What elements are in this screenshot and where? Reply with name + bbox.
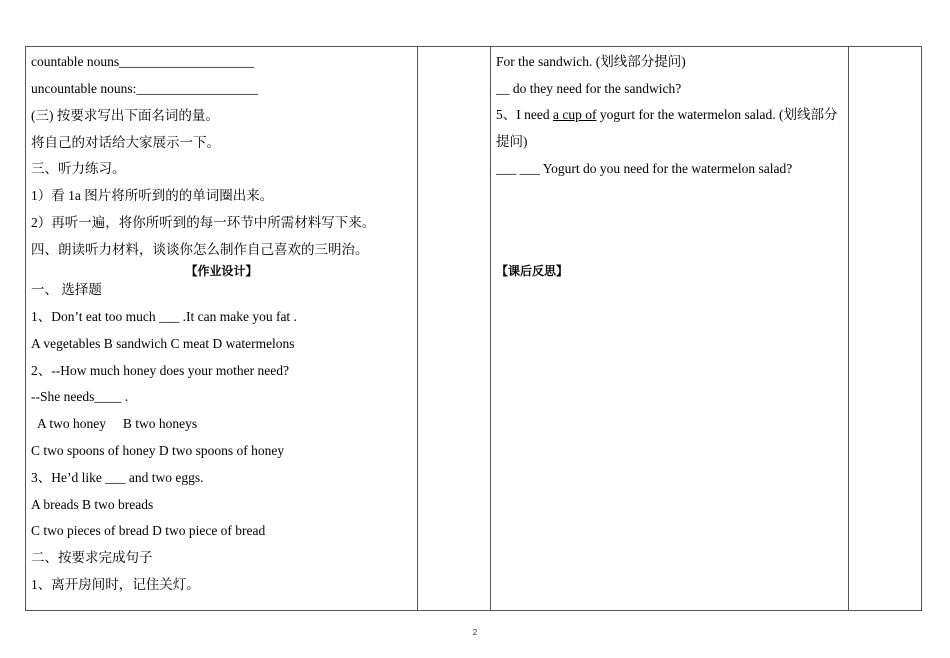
q5-prefix: 5、I need bbox=[496, 107, 553, 122]
page-number: 2 bbox=[472, 628, 478, 637]
text-line: (三) 按要求写出下面名词的量。 bbox=[31, 108, 219, 123]
question-5 bbox=[496, 101, 844, 155]
question-line: 1、Don’t eat too much ___ .It can make you fat . bbox=[31, 309, 297, 324]
homework-heading: 【作业设计】 bbox=[185, 264, 258, 278]
text-line: 1、离开房间时，记住关灯。 bbox=[31, 577, 200, 592]
question-line: 2、--How much honey does your mother need? bbox=[31, 363, 289, 378]
text-line: 一、 选择题 bbox=[31, 282, 102, 297]
left-content-column bbox=[26, 47, 418, 610]
question-line: --She needs____ . bbox=[31, 389, 129, 404]
text-line: 四、朗读听力材料，谈谈你怎么制作自己喜欢的三明治。 bbox=[31, 242, 369, 257]
options-line: A breads B two breads bbox=[31, 497, 154, 512]
text-line: uncountable nouns:__________________ bbox=[31, 81, 258, 96]
left-notes-column bbox=[418, 47, 491, 610]
right-content-column bbox=[491, 47, 849, 610]
options-line: A two honey B two honeys bbox=[31, 416, 198, 431]
text-line: ___ ___ Yogurt do you need for the watermelon salad? bbox=[496, 161, 793, 176]
text-line: For the sandwich. (划线部分提问) bbox=[496, 54, 686, 69]
text-line: 将自己的对话给大家展示一下。 bbox=[31, 135, 220, 150]
text-line: countable nouns____________________ bbox=[31, 54, 255, 69]
q5-underlined-phrase: a cup of bbox=[552, 107, 597, 122]
text-line: 二、按要求完成句子 bbox=[31, 550, 153, 565]
text-line: 1）看 1a 图片将所听到的的单词圈出来。 bbox=[31, 188, 274, 203]
text-line: __ do they need for the sandwich? bbox=[496, 81, 682, 96]
q5-suffix: yogurt for the watermelon salad. (划线部分提问) bbox=[496, 107, 838, 149]
options-line: C two pieces of bread D two piece of bread bbox=[31, 523, 266, 538]
question-line: 3、He’d like ___ and two eggs. bbox=[31, 470, 204, 485]
document-table bbox=[25, 46, 922, 611]
options-line: C two spoons of honey D two spoons of honey bbox=[31, 443, 285, 458]
text-line: 2）再听一遍，将你所听到的每一环节中所需材料写下来。 bbox=[31, 215, 376, 230]
options-line: A vegetables B sandwich C meat D watermelons bbox=[31, 336, 295, 351]
text-line: 三、听力练习。 bbox=[31, 161, 126, 176]
right-notes-column bbox=[849, 47, 921, 610]
reflection-heading: 【课后反思】 bbox=[496, 264, 569, 278]
